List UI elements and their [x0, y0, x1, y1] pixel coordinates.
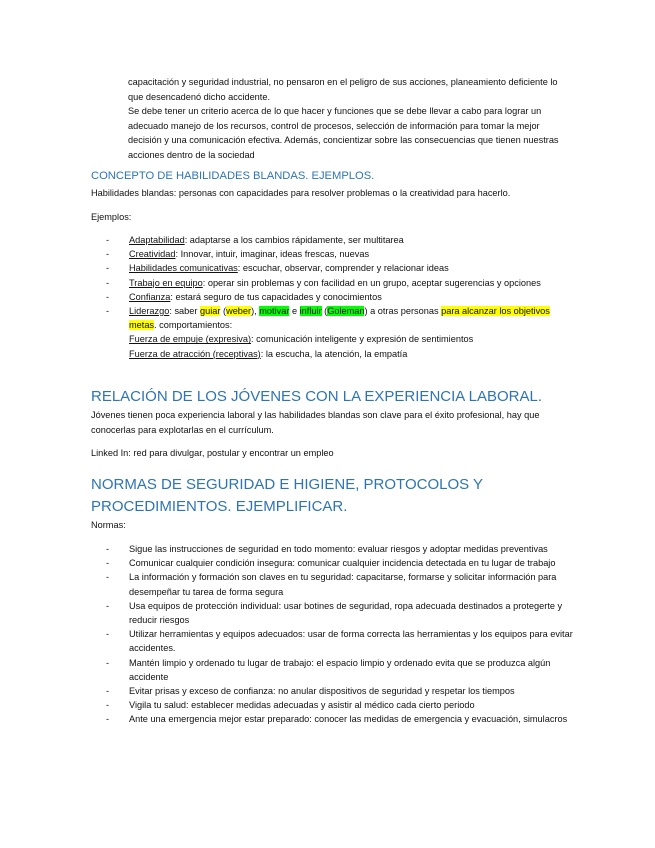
- youth-paragraph: Jóvenes tienen poca experiencia laboral y las habilidades blandas son clave para el éxito profesional, hay que conocerlas para explotarlas en el currículum.: [91, 410, 540, 435]
- skill-term: Confianza: [129, 291, 171, 302]
- skill-term: Liderazgo: [129, 306, 170, 317]
- list-item: - Utilizar herramientas y equipos adecuados: usar de forma correcta las herramientas y los equipos para evitar accidentes.: [106, 627, 574, 655]
- highlight-influir: influir: [299, 306, 322, 317]
- list-item: [106, 276, 574, 290]
- highlight-weber: weber: [226, 306, 252, 317]
- skill-desc: : operar sin problemas y con facilidad en un grupo, aceptar sugerencias y opciones: [202, 277, 541, 288]
- leadership-text: ) a otras personas: [364, 306, 442, 317]
- leadership-text: : saber: [169, 306, 200, 317]
- linkedin-paragraph: Linked In: red para divulgar, postular y encontrar un empleo: [91, 448, 334, 458]
- highlight-guiar: guiar: [200, 306, 221, 317]
- list-item: - Mantén limpio y ordenado tu lugar de trabajo: el espacio limpio y ordenado evita que se produzca algún accidente: [106, 656, 574, 684]
- drive-term: Fuerza de empuje (expresiva): [129, 334, 252, 345]
- skill-desc: : estará seguro de tus capacidades y conocimientos: [170, 291, 382, 302]
- list-item: - Comunicar cualquier condición insegura: comunicar cualquier incidencia detectada en tu lugar de trabajo: [106, 556, 574, 570]
- leadership-text: e: [289, 306, 300, 317]
- intro-paragraph-1: capacitación y seguridad industrial, no pensaron en el peligro de sus acciones, planeamiento deficiente lo que desencadenó dicho accidente.: [128, 77, 558, 102]
- skill-desc: : Innovar, intuir, imaginar, ideas frescas, nuevas: [175, 249, 370, 260]
- highlight-goal: para alcanzar los objetivos metas: [129, 306, 550, 331]
- soft-skills-definition: Habilidades blandas: personas con capacidades para resolver problemas o la creatividad para hacerlo.: [91, 188, 511, 198]
- list-item-leadership: [106, 304, 574, 361]
- safety-norms-list: [106, 542, 574, 727]
- list-item: - Sigue las instrucciones de seguridad en todo momento: evaluar riesgos y adoptar medidas preventivas: [106, 542, 574, 556]
- list-item: - Evitar prisas y exceso de confianza: no anular dispositivos de seguridad y respetar los tiempos: [106, 684, 574, 698]
- attract-term: Fuerza de atracción (receptivas): [129, 348, 261, 359]
- highlight-goleman: Goleman: [327, 306, 365, 317]
- intro-paragraph-2: Se debe tener un criterio acerca de lo que hacer y funciones que se debe llevar a cabo para lograr un adecuado manejo de los recursos, control de procesos, selección de información para tomar la mejor decisión y una comunicación efectiva. Además, concientizar sobre las consecuencias que tienen nuestras acciones dentro de la sociedad: [128, 106, 559, 160]
- drive-line: [129, 332, 574, 346]
- safety-heading: NORMAS DE SEGURIDAD E HIGIENE, PROTOCOLOS Y PROCEDIMIENTOS. EJEMPLIFICAR.: [91, 476, 483, 515]
- list-item: [106, 247, 574, 261]
- list-item: - Vigila tu salud: establecer medidas adecuadas y asistir al médico cada cierto periodo: [106, 698, 574, 712]
- list-item: [106, 261, 574, 275]
- list-item: - Ante una emergencia mejor estar preparado: conocer las medidas de emergencia y evacuación, simulacros: [106, 712, 574, 726]
- norms-label: Normas:: [91, 520, 126, 530]
- highlight-motivar: motivar: [259, 306, 290, 317]
- list-item: - Usa equipos de protección individual: usar botines de seguridad, ropa adecuada destinados a protegerte y reducir riesgos: [106, 599, 574, 627]
- leadership-text: (: [321, 306, 328, 317]
- skill-term: Adaptabilidad: [129, 235, 185, 245]
- attract-desc: : la escucha, la atención, la empatía: [260, 348, 408, 359]
- list-item: [106, 233, 574, 247]
- soft-skills-heading: CONCEPTO DE HABILIDADES BLANDAS. EJEMPLOS.: [91, 170, 375, 182]
- youth-heading: RELACIÓN DE LOS JÓVENES CON LA EXPERIENCIA LABORAL.: [91, 388, 542, 405]
- examples-label: Ejemplos:: [91, 212, 132, 222]
- leadership-text: (: [220, 306, 227, 317]
- skill-desc: : escuchar, observar, comprender y relacionar ideas: [237, 263, 449, 274]
- soft-skills-list: [106, 233, 574, 361]
- skill-term: Creatividad: [129, 249, 176, 260]
- list-item: [106, 290, 574, 304]
- skill-desc: : adaptarse a los cambios rápidamente, ser multitarea: [184, 235, 404, 245]
- attract-line: [129, 347, 574, 361]
- skill-term: Trabajo en equipo: [129, 277, 203, 288]
- list-item: - La información y formación son claves en tu seguridad: capacitarse, formarse y solicitar información para desempeñar tu tarea de forma segura: [106, 570, 574, 598]
- skill-term: Habilidades comunicativas: [129, 263, 238, 274]
- leadership-text: . comportamientos:: [154, 320, 233, 331]
- leadership-text: ),: [251, 306, 260, 317]
- drive-desc: : comunicación inteligente y expresión de sentimientos: [251, 334, 474, 345]
- intro-block: [128, 75, 573, 163]
